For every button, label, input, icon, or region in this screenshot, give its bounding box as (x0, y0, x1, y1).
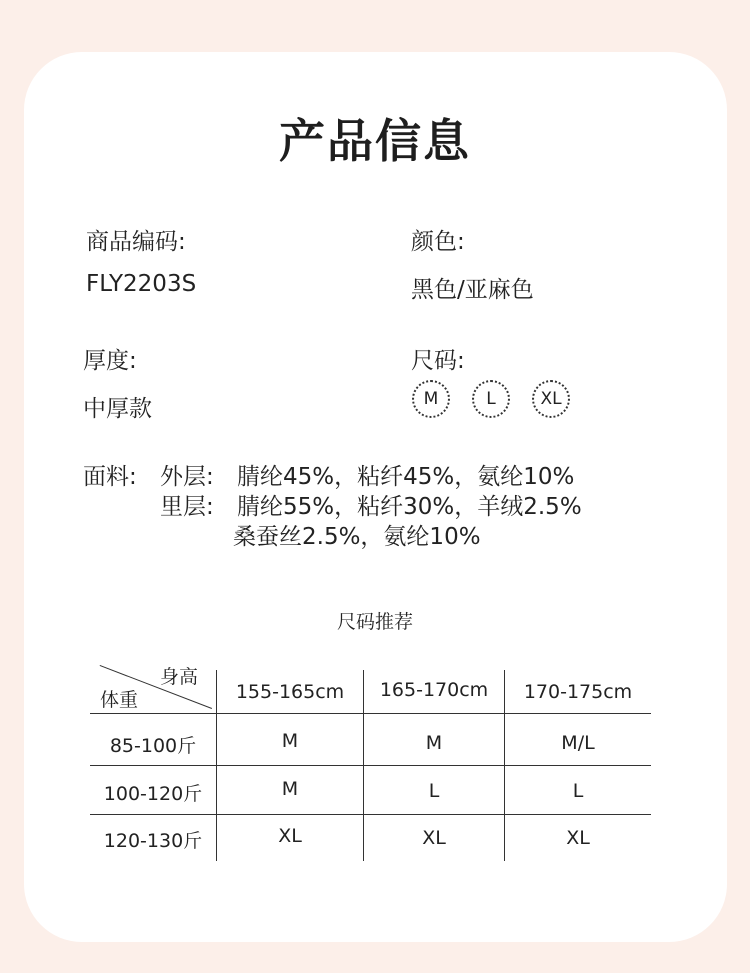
corner-weight-label: 体重 (100, 689, 139, 711)
size-cell: M (281, 778, 299, 800)
fabric-label: 面料: (83, 464, 137, 490)
weight-cell: 120-130斤 (103, 830, 203, 852)
size-cell: XL (278, 825, 302, 847)
size-table-title: 尺码推荐 (336, 611, 413, 633)
height-header: 155-165cm (235, 681, 345, 703)
product-code-label: 商品编码: (86, 229, 186, 255)
fabric-inner-value-2: 桑蚕丝2.5%，氨纶10% (233, 524, 481, 550)
page-title: 产品信息 (279, 114, 471, 168)
fabric-inner-value-1: 腈纶55%，粘纤30%，羊绒2.5% (237, 494, 582, 520)
fabric-inner-label: 里层: (160, 494, 214, 520)
height-header: 165-170cm (379, 679, 489, 701)
thickness-label: 厚度: (83, 348, 137, 374)
height-header: 170-175cm (523, 681, 633, 703)
table-divider (90, 814, 651, 815)
fabric-outer-value: 腈纶45%，粘纤45%，氨纶10% (237, 464, 575, 490)
weight-cell: 85-100斤 (109, 735, 197, 757)
thickness-value: 中厚款 (83, 396, 152, 422)
size-option-xl: XL (532, 380, 570, 418)
color-label: 颜色: (411, 229, 465, 255)
color-value: 黑色/亚麻色 (411, 277, 534, 303)
size-cell: XL (566, 827, 590, 849)
size-option-m: M (412, 380, 450, 418)
table-divider (90, 713, 651, 714)
size-cell: L (572, 780, 584, 802)
weight-cell: 100-120斤 (103, 783, 203, 805)
size-cell: M (425, 732, 443, 754)
size-cell: M (281, 730, 299, 752)
size-label: 尺码: (411, 348, 465, 374)
product-code-value: FLY2203S (86, 271, 197, 297)
size-option-l: L (472, 380, 510, 418)
table-divider (90, 765, 651, 766)
fabric-outer-label: 外层: (160, 464, 214, 490)
size-cell: XL (422, 827, 446, 849)
corner-height-label: 身高 (160, 666, 199, 688)
size-cell: M/L (561, 732, 595, 754)
size-cell: L (428, 780, 440, 802)
